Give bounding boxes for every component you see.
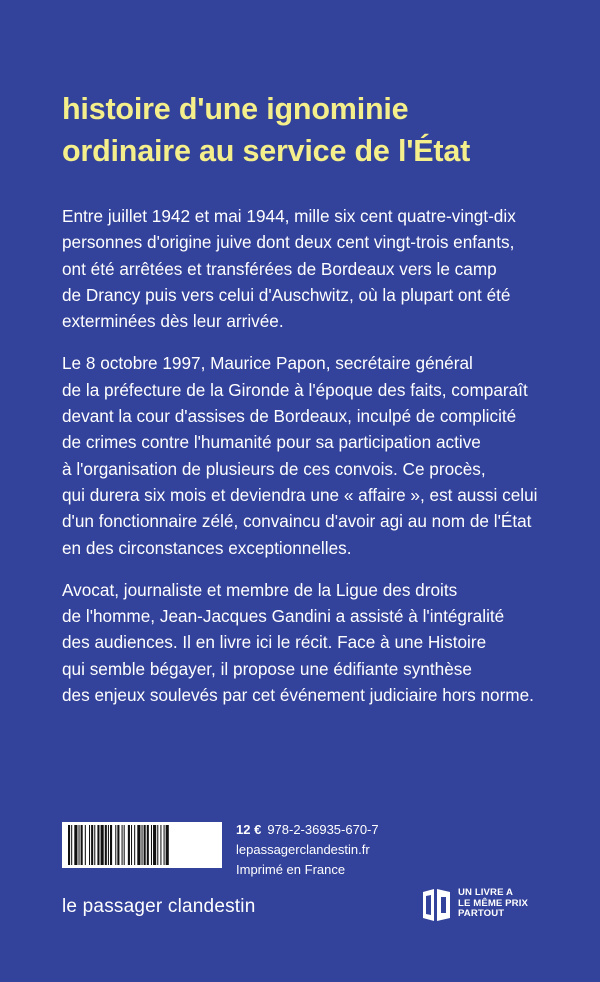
- badge-line: UN LIVRE A: [458, 887, 514, 898]
- cover-title: [62, 88, 562, 172]
- text-line: Entre juillet 1942 et mai 1944, mille six cent quatre-vingt-dix: [62, 206, 516, 226]
- book-price-logo-icon: [422, 888, 452, 922]
- text-line: Le 8 octobre 1997, Maurice Papon, secrétaire général: [62, 353, 473, 374]
- title-line-1: histoire d'une ignominie: [62, 92, 409, 126]
- price-isbn-line: [236, 820, 379, 840]
- title-line-2: ordinaire au service de l'État: [62, 134, 471, 168]
- text-line: personnes d'origine juive dont deux cent vingt-trois enfants,: [62, 232, 515, 253]
- blurb-paragraph-1: [62, 203, 562, 334]
- text-line: d'un fonctionnaire zélé, convaincu d'avoir agi au nom de l'État: [62, 511, 532, 532]
- badge-text: [458, 888, 528, 920]
- barcode-bars: [62, 822, 222, 868]
- text-line: devant la cour d'assises de Bordeaux, inculpé de complicité: [62, 406, 517, 427]
- website: lepassagerclandestin.fr: [236, 842, 370, 857]
- same-price-badge: [422, 887, 542, 923]
- text-line: de crimes contre l'humanité pour sa participation active: [62, 432, 481, 453]
- text-line: ont été arrêtées et transférées de Bordeaux vers le camp: [62, 258, 497, 279]
- blurb-paragraph-3: [62, 577, 562, 708]
- publication-info: [236, 820, 379, 880]
- text-line: exterminées dès leur arrivée.: [62, 311, 284, 332]
- text-line: de l'homme, Jean-Jacques Gandini a assisté à l'intégralité: [62, 606, 505, 627]
- printed-in: Imprimé en France: [236, 862, 346, 877]
- barcode: [62, 822, 222, 868]
- text-line: des enjeux soulevés par cet événement judiciaire hors norme.: [62, 685, 534, 706]
- blurb: [62, 203, 562, 724]
- badge-line: LE MÊME PRIX: [458, 897, 528, 909]
- text-line: Avocat, journaliste et membre de la Ligue des droits: [62, 579, 458, 600]
- price: 12 €: [236, 822, 262, 837]
- publisher-name: le passager clandestin: [62, 896, 256, 917]
- badge-line: PARTOUT: [458, 908, 505, 919]
- text-line: de la préfecture de la Gironde à l'époque des faits, comparaît: [62, 379, 528, 400]
- text-line: de Drancy puis vers celui d'Auschwitz, où la plupart ont été: [62, 284, 511, 305]
- text-line: des audiences. Il en livre ici le récit. Face à une Histoire: [62, 632, 487, 653]
- text-line: qui semble bégayer, il propose une édifiante synthèse: [62, 658, 472, 679]
- text-line: en des circonstances exceptionnelles.: [62, 537, 352, 558]
- isbn: 978-2-36935-670-7: [267, 822, 379, 837]
- text-line: à l'organisation de plusieurs de ces convois. Ce procès,: [62, 458, 486, 479]
- text-line: qui durera six mois et deviendra une « affaire », est aussi celui: [62, 484, 538, 505]
- blurb-paragraph-2: [62, 350, 562, 560]
